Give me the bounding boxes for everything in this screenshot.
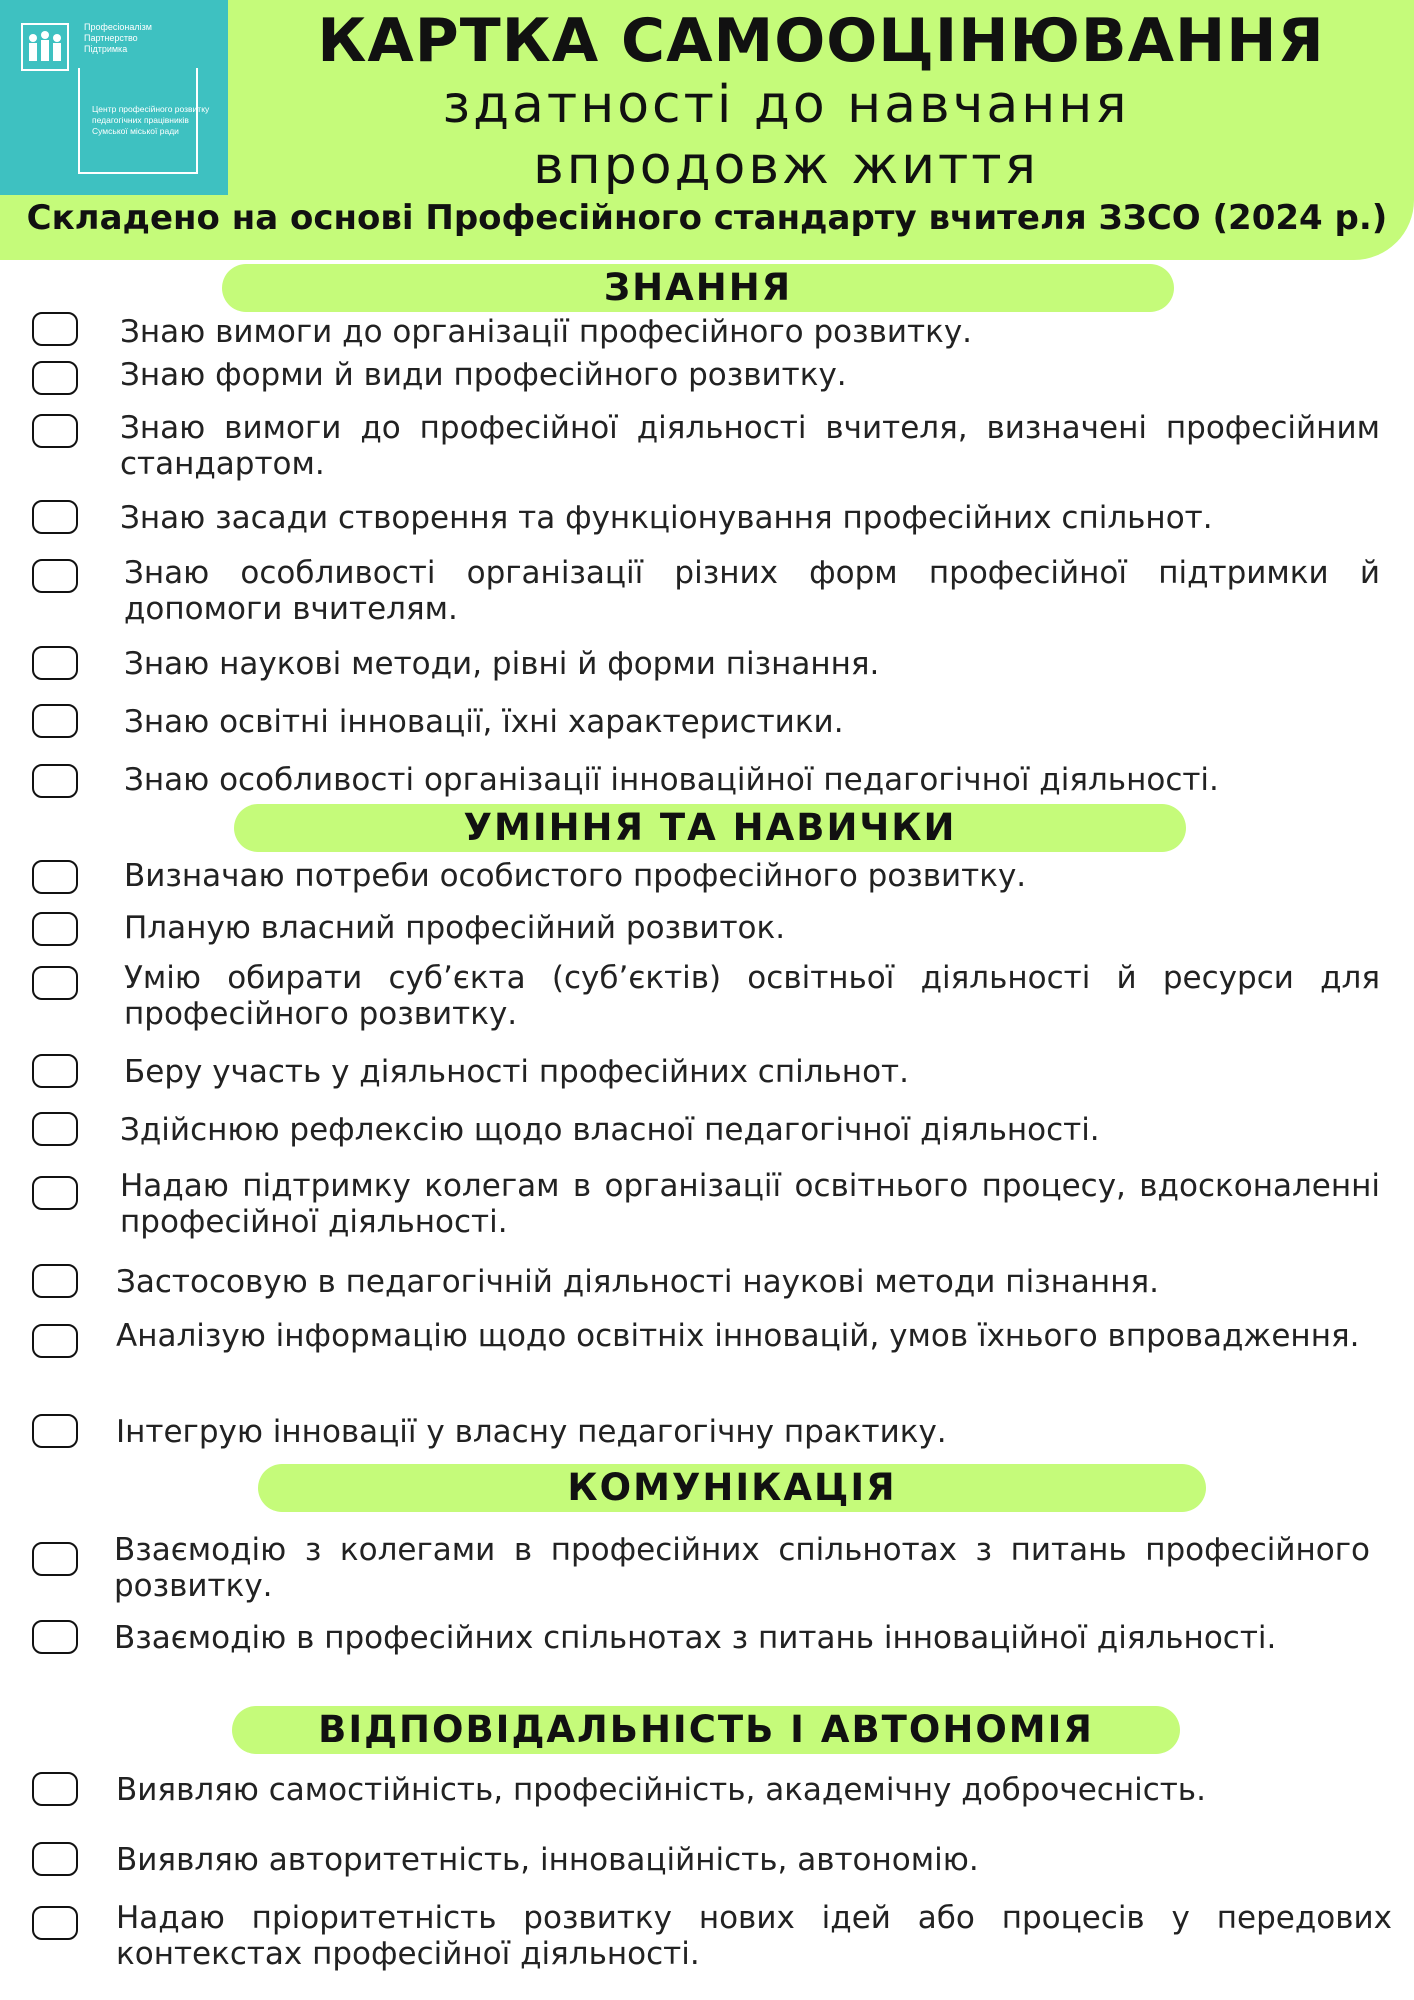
logo-motto: Професіоналізм Партнерство Підтримка <box>84 22 152 54</box>
checkbox[interactable] <box>32 1620 78 1654</box>
checkbox[interactable] <box>32 414 78 448</box>
checkbox[interactable] <box>32 1906 78 1940</box>
checkbox[interactable] <box>32 1842 78 1876</box>
checkbox[interactable] <box>32 1414 78 1448</box>
checkbox[interactable] <box>32 646 78 680</box>
checkbox[interactable] <box>32 312 78 346</box>
checkbox[interactable] <box>32 361 78 395</box>
people-emblem-icon <box>20 22 70 72</box>
checkbox[interactable] <box>32 912 78 946</box>
checkbox[interactable] <box>32 1772 78 1806</box>
section-heading-communication: КОМУНІКАЦІЯ <box>258 1464 1206 1512</box>
page-title: КАРТКА САМООЦІНЮВАННЯ <box>317 6 1325 76</box>
checkbox[interactable] <box>32 764 78 798</box>
checkbox[interactable] <box>32 1324 78 1358</box>
page-subtitle-line2: впродовж життя <box>533 136 1039 196</box>
logo-organization-name: Центр професійного розвитку педагогічних працівників Сумської міської ради <box>92 104 210 136</box>
section-heading-skills: УМІННЯ ТА НАВИЧКИ <box>234 804 1186 852</box>
section-heading-knowledge: ЗНАННЯ <box>222 264 1174 312</box>
checkbox[interactable] <box>32 966 78 1000</box>
checkbox[interactable] <box>32 704 78 738</box>
checkbox[interactable] <box>32 1112 78 1146</box>
checkbox[interactable] <box>32 500 78 534</box>
page-subtitle-line1: здатності до навчання <box>442 75 1130 135</box>
organization-logo <box>0 0 228 195</box>
checkbox[interactable] <box>32 1176 78 1210</box>
checkbox[interactable] <box>32 1264 78 1298</box>
checkbox[interactable] <box>32 1542 78 1576</box>
standard-basis-note: Складено на основі Професійного стандарту вчителя ЗЗСО (2024 р.) <box>26 198 1388 238</box>
checkbox[interactable] <box>32 559 78 593</box>
checkbox[interactable] <box>32 1054 78 1088</box>
section-heading-responsibility: ВІДПОВІДАЛЬНІСТЬ І АВТОНОМІЯ <box>232 1706 1180 1754</box>
checkbox[interactable] <box>32 860 78 894</box>
